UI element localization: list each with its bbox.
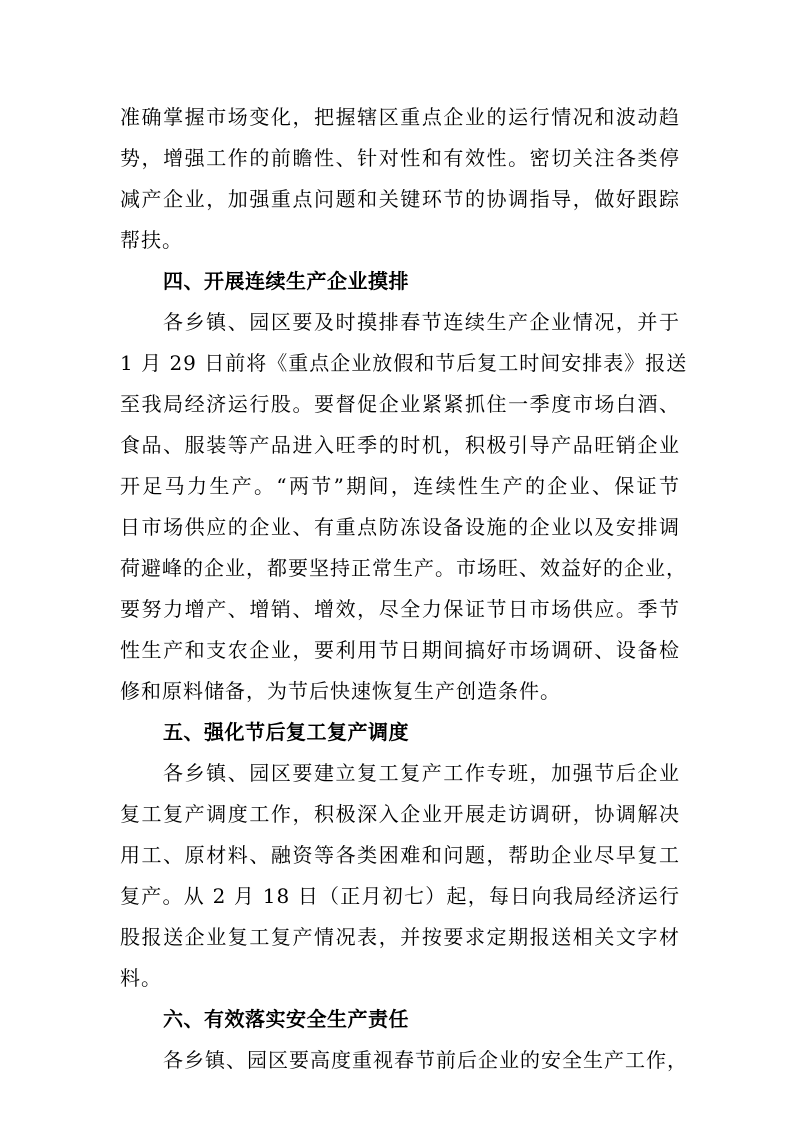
paragraph-line: 各乡镇、园区要高度重视春节前后企业的安全生产工作， [163, 1048, 688, 1072]
paragraph-line: 日市场供应的企业、有重点防冻设备设施的企业以及安排调 [120, 515, 680, 539]
paragraph-line: 势，增强工作的前瞻性、针对性和有效性。密切关注各类停 [120, 146, 680, 170]
paragraph-line: 减产企业，加强重点问题和关键环节的协调指导，做好跟踪 [120, 187, 680, 211]
paragraph-line: 准确掌握市场变化，把握辖区重点企业的运行情况和波动趋 [120, 105, 680, 129]
paragraph-line: 复产。从 2 月 18 日（正月初七）起，每日向我局经济运行 [120, 884, 680, 908]
paragraph-line: 荷避峰的企业，都要坚持正常生产。市场旺、效益好的企业， [120, 556, 687, 580]
paragraph-line: 1 月 29 日前将《重点企业放假和节后复工时间安排表》报送 [120, 351, 688, 375]
section-heading: 六、有效落实安全生产责任 [163, 1007, 409, 1031]
paragraph-line: 用工、原材料、融资等各类困难和问题，帮助企业尽早复工 [120, 843, 680, 867]
paragraph-line: 要努力增产、增销、增效，尽全力保证节日市场供应。季节 [120, 597, 680, 621]
paragraph-line: 料。 [120, 966, 162, 990]
paragraph-line: 食品、服装等产品进入旺季的时机，积极引导产品旺销企业 [120, 433, 680, 457]
paragraph-line: 修和原料储备，为节后快速恢复生产创造条件。 [120, 679, 561, 703]
paragraph-line: 开足马力生产。“两节”期间，连续性生产的企业、保证节 [120, 474, 680, 498]
paragraph-line: 各乡镇、园区要建立复工复产工作专班，加强节后企业 [163, 761, 680, 785]
section-heading: 五、强化节后复工复产调度 [163, 720, 409, 744]
paragraph-line: 股报送企业复工复产情况表，并按要求定期报送相关文字材 [120, 925, 680, 949]
section-heading: 四、开展连续生产企业摸排 [163, 269, 409, 293]
paragraph-line: 复工复产调度工作，积极深入企业开展走访调研，协调解决 [120, 802, 680, 826]
paragraph-line: 帮扶。 [120, 228, 183, 252]
paragraph-line: 至我局经济运行股。要督促企业紧紧抓住一季度市场白酒、 [120, 392, 680, 416]
paragraph-line: 各乡镇、园区要及时摸排春节连续生产企业情况，并于 [163, 310, 680, 334]
paragraph-line: 性生产和支农企业，要利用节日期间搞好市场调研、设备检 [120, 638, 680, 662]
